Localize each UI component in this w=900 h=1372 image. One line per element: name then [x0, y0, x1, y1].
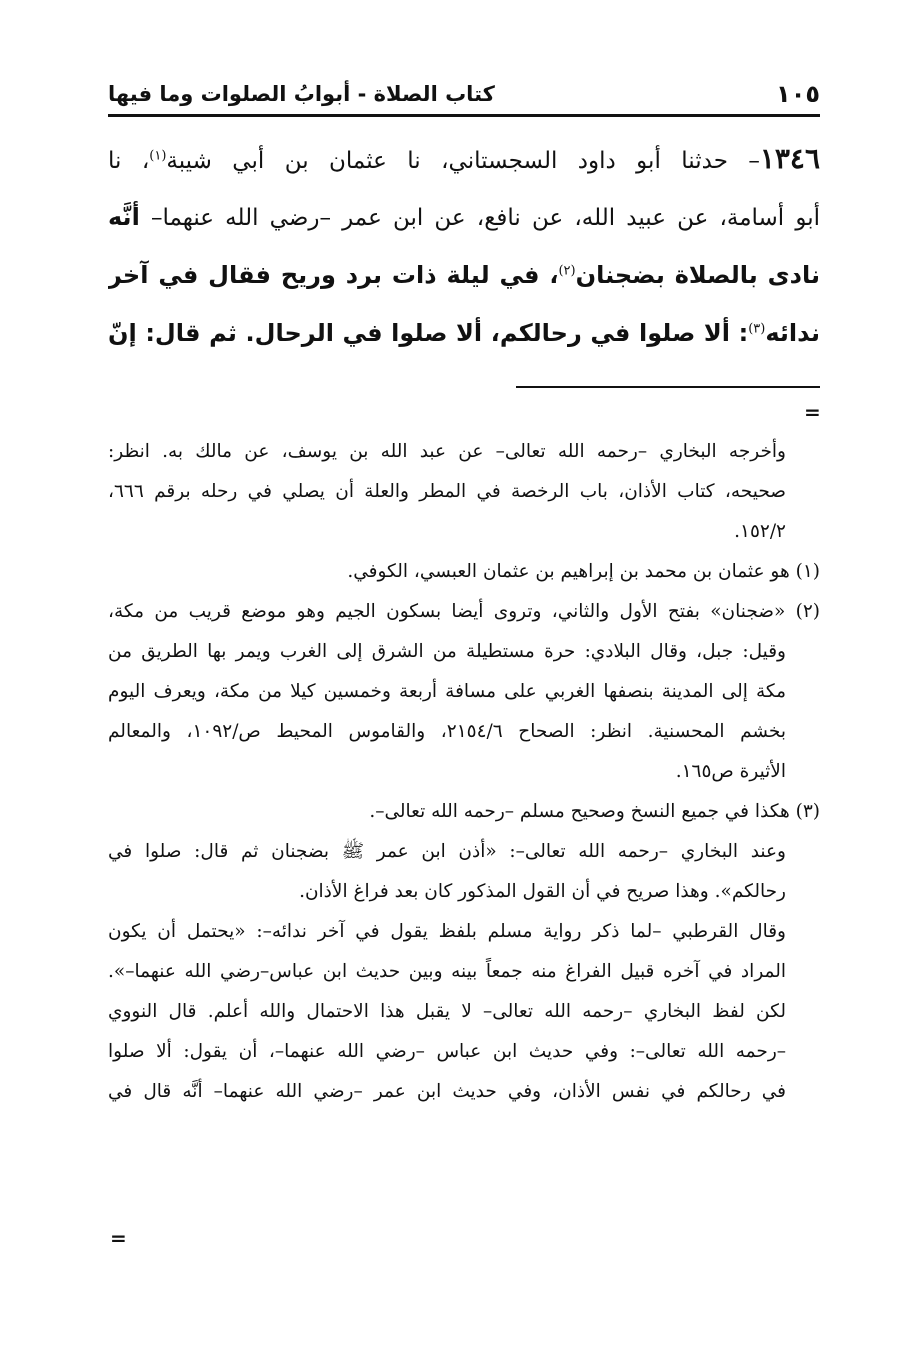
- note-line: (٢) «ضجنان» بفتح الأول والثاني، وتروى أيضا بسكون الجيم وهو موضع قريب من مكة،: [108, 601, 820, 622]
- footnote-ref-3: (٣): [748, 321, 766, 337]
- note-line: (١) هو عثمان بن محمد بن إبراهيم بن عثمان العبسي، الكوفي.: [347, 561, 820, 582]
- main-line-1-end: ، نا: [108, 148, 150, 174]
- note-line: (٣) هكذا في جميع النسخ وصحيح مسلم –رحمه الله تعالى–.: [369, 801, 820, 822]
- hadith-number: ١٣٤٦: [759, 142, 820, 175]
- main-line-3-bold-a: نادى بالصلاة بضجنان: [575, 261, 820, 289]
- main-line-3-bold-b: ، في ليلة ذات برد وريح فقال في آخر: [108, 261, 559, 289]
- main-text: [108, 130, 820, 362]
- footnotes: [108, 432, 820, 1112]
- note-line: وقال القرطبي –لما ذكر رواية مسلم بلفظ يقول في آخر ندائه–: «يحتمل أن يكون: [108, 921, 786, 942]
- main-line-1-text: – حدثنا أبو داود السجستاني، نا عثمان بن أبي شيبة: [166, 148, 760, 174]
- note-line: صحيحه، كتاب الأذان، باب الرخصة في المطر والعلة أن يصلي في رحله برقم ٦٦٦،: [108, 481, 786, 502]
- note-line: مكة إلى المدينة بنصفها الغربي على مسافة أربعة وخمسين كيلا من مكة، ويعرف اليوم: [108, 681, 786, 702]
- main-line-4-bold-a: ندائه: [765, 319, 820, 347]
- note-line: بخشم المحسنية. انظر: الصحاح ٢١٥٤/٦، والقاموس المحيط ص/١٠٩٢، والمعالم: [108, 721, 786, 742]
- note-line: وعند البخاري –رحمه الله تعالى–: «أذن ابن عمر ﷺ بضجنان ثم قال: صلوا في: [108, 841, 786, 862]
- header-title: كتاب الصلاة - أبوابُ الصلوات وما فيها: [108, 82, 495, 106]
- main-line-1: [108, 130, 820, 188]
- main-line-3: [108, 246, 820, 304]
- header-rule: [108, 114, 820, 117]
- main-line-2: [108, 188, 820, 246]
- continuation-mark-bottom: =: [110, 1226, 127, 1250]
- footnote-ref-1: (١): [149, 148, 167, 164]
- note-line: لكن لفظ البخاري –رحمه الله تعالى– لا يقبل هذا الاحتمال والله أعلم. قال النووي: [108, 1001, 786, 1022]
- note-line: ١٥٢/٢.: [734, 521, 786, 542]
- continuation-mark-top: =: [804, 400, 821, 424]
- note-line: المراد في آخره قبيل الفراغ منه جمعاً بينه وبين حديث ابن عباس–رضي الله عنهما–».: [108, 961, 786, 982]
- footnote-separator: [516, 386, 820, 388]
- page-number: ١٠٥: [776, 80, 820, 108]
- note-line: وأخرجه البخاري –رحمه الله تعالى– عن عبد الله بن يوسف، عن مالك به. انظر:: [108, 441, 786, 462]
- main-line-4: [108, 304, 820, 362]
- note-line: الأثيرة ص١٦٥.: [675, 761, 786, 782]
- note-line: وقيل: جبل، وقال البلادي: حرة مستطيلة من الشرق إلى الغرب ويمر بها الطريق من: [108, 641, 786, 662]
- note-line: في رحالكم في نفس الأذان، وفي حديث ابن عمر –رضي الله عنهما– أنَّه قال في: [108, 1081, 786, 1102]
- main-line-4-bold-b: : ألا صلوا في رحالكم، ألا صلوا في الرحال. ثم قال: إنّ: [108, 319, 749, 347]
- note-line: رحالكم». وهذا صريح في أن القول المذكور كان بعد فراغ الأذان.: [299, 881, 786, 902]
- main-line-2-text: أبو أسامة، عن عبيد الله، عن نافع، عن ابن عمر –رضي الله عنهما–: [150, 205, 820, 231]
- main-line-2-bold: أنَّه: [108, 203, 140, 231]
- note-line: –رحمه الله تعالى–: وفي حديث ابن عباس –رضي الله عنهما–، أن يقول: ألا صلوا: [108, 1041, 786, 1062]
- running-header: [108, 76, 820, 112]
- footnote-ref-2: (٢): [558, 263, 576, 279]
